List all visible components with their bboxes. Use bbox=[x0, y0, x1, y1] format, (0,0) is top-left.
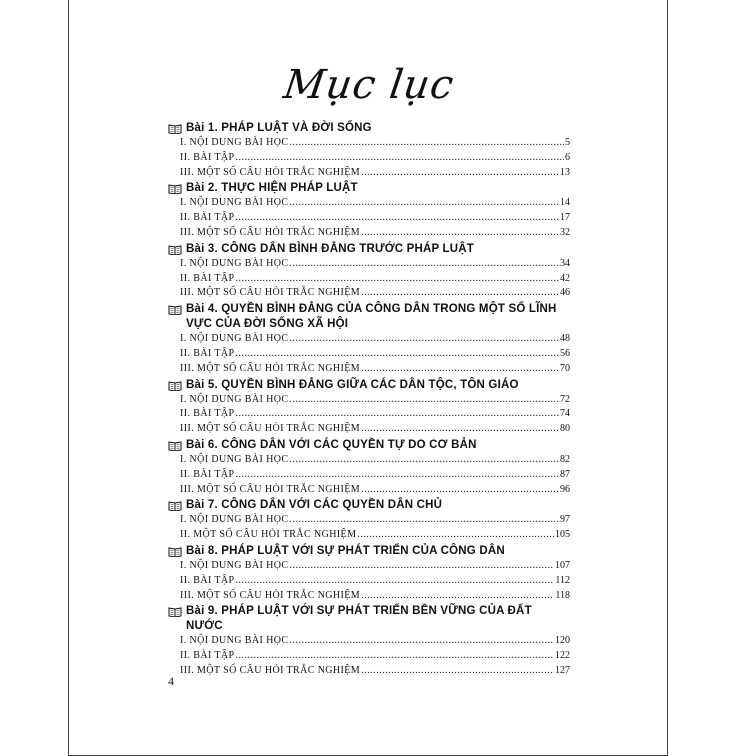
entry-page-number: 46 bbox=[560, 287, 570, 299]
toc-entry bbox=[168, 362, 570, 377]
lesson-title: Bài 8. PHÁP LUẬT VỚI SỰ PHÁT TRIỂN CỦA CÔNG DÂN bbox=[186, 544, 505, 557]
dot-leader bbox=[361, 286, 559, 301]
lesson-heading bbox=[168, 498, 570, 513]
toc-entry bbox=[168, 211, 570, 226]
dot-leader bbox=[361, 226, 559, 241]
entry-label: II. BÀI TẬP bbox=[180, 272, 235, 284]
lesson-title: Bài 4. QUYỀN BÌNH ĐẲNG CỦA CÔNG DÂN TRONG MỘT SỐ LĨNH VỰC CỦA ĐỜI SỐNG XÃ HỘI bbox=[186, 303, 557, 331]
page-number: 4 bbox=[168, 674, 174, 688]
toc-entry bbox=[168, 272, 570, 287]
toc-entry bbox=[168, 453, 570, 468]
entry-page-number: 6 bbox=[565, 151, 570, 163]
dot-leader bbox=[236, 347, 560, 362]
entry-label: II. BÀI TẬP bbox=[180, 408, 235, 420]
toc-entry bbox=[168, 468, 570, 483]
entry-page-number: 5 bbox=[565, 137, 570, 148]
toc-entry bbox=[168, 347, 570, 362]
dot-leader bbox=[289, 634, 554, 649]
lesson-title: Bài 6. CÔNG DÂN VỚI CÁC QUYỀN TỰ DO CƠ BẢN bbox=[186, 438, 477, 451]
lesson-heading bbox=[168, 438, 570, 453]
table-of-contents bbox=[168, 120, 570, 679]
lesson-heading bbox=[168, 604, 570, 634]
entry-page-number: 34 bbox=[560, 257, 570, 269]
toc-lesson bbox=[168, 378, 570, 437]
entry-label: III. MỘT SỐ CÂU HỎI TRẮC NGHIỆM bbox=[180, 483, 361, 495]
entry-page-number: 74 bbox=[560, 408, 570, 420]
lesson-title: Bài 3. CÔNG DÂN BÌNH ĐẲNG TRƯỚC PHÁP LUẬT bbox=[186, 242, 475, 255]
dot-leader bbox=[289, 453, 559, 468]
dot-leader bbox=[236, 649, 555, 664]
entry-label: III. MỘT SỐ CÂU HỎI TRẮC NGHIỆM bbox=[180, 664, 361, 676]
entry-page-number: 56 bbox=[560, 347, 570, 359]
toc-lesson bbox=[168, 302, 570, 376]
toc-entry bbox=[168, 166, 570, 181]
dot-leader bbox=[289, 393, 559, 408]
dot-leader bbox=[289, 196, 559, 211]
lesson-title: Bài 1. PHÁP LUẬT VÀ ĐỜI SỐNG bbox=[186, 122, 372, 134]
entry-label: I. NỘI DUNG BÀI HỌC bbox=[180, 635, 289, 647]
entry-page-number: 72 bbox=[560, 393, 570, 405]
toc-entry bbox=[168, 513, 570, 528]
entry-page-number: 70 bbox=[560, 362, 570, 374]
toc-entry bbox=[168, 151, 570, 166]
toc-entry bbox=[168, 589, 570, 604]
toc-entry bbox=[168, 257, 570, 272]
dot-leader bbox=[361, 589, 554, 604]
toc-lesson bbox=[168, 438, 570, 497]
entry-page-number: 17 bbox=[560, 212, 570, 224]
entry-label: III. MỘT SỐ CÂU HỎI TRẮC NGHIỆM bbox=[180, 589, 361, 601]
entry-label: III. MỘT SỐ CÂU HỎI TRẮC NGHIỆM bbox=[180, 362, 361, 374]
toc-entry bbox=[168, 664, 570, 679]
toc-entry bbox=[168, 393, 570, 408]
entry-page-number: 96 bbox=[560, 483, 570, 495]
toc-entry bbox=[168, 196, 570, 211]
entry-page-number: 97 bbox=[560, 514, 570, 526]
dot-leader bbox=[289, 332, 559, 347]
entry-label: II. BÀI TẬP bbox=[180, 468, 235, 480]
entry-page-number: 13 bbox=[560, 166, 570, 178]
page-title: Mục lục bbox=[280, 62, 458, 108]
toc-entry bbox=[168, 483, 570, 498]
toc-lesson bbox=[168, 242, 570, 301]
toc-lesson bbox=[168, 544, 570, 603]
lesson-title: Bài 2. THỰC HIỆN PHÁP LUẬT bbox=[186, 182, 358, 195]
toc-entry bbox=[168, 286, 570, 301]
toc-entry bbox=[168, 332, 570, 347]
lesson-heading bbox=[168, 302, 570, 332]
entry-label: I. NỘI DUNG BÀI HỌC bbox=[180, 514, 289, 526]
lesson-heading bbox=[168, 378, 570, 393]
entry-page-number: 42 bbox=[560, 272, 570, 284]
book-icon bbox=[168, 123, 182, 134]
lesson-heading bbox=[168, 121, 570, 136]
book-icon bbox=[168, 380, 182, 391]
toc-entry bbox=[168, 528, 570, 543]
entry-label: II. BÀI TẬP bbox=[180, 574, 235, 586]
dot-leader bbox=[361, 483, 559, 498]
dot-leader bbox=[361, 166, 559, 181]
entry-page-number: 107 bbox=[555, 559, 570, 571]
entry-label: I. NỘI DUNG BÀI HỌC bbox=[180, 393, 289, 405]
dot-leader bbox=[236, 407, 560, 422]
entry-label: I. NỘI DUNG BÀI HỌC bbox=[180, 559, 289, 571]
toc-lesson bbox=[168, 604, 570, 678]
entry-label: I. NỘI DUNG BÀI HỌC bbox=[180, 453, 289, 465]
book-icon bbox=[168, 500, 182, 511]
entry-label: II. BÀI TẬP bbox=[180, 212, 235, 224]
entry-page-number: 127 bbox=[555, 664, 570, 676]
entry-label: II. BÀI TẬP bbox=[180, 151, 235, 163]
toc-entry bbox=[168, 559, 570, 574]
entry-page-number: 118 bbox=[555, 589, 570, 601]
toc-entry bbox=[168, 422, 570, 437]
dot-leader bbox=[236, 211, 560, 226]
toc-lesson bbox=[168, 181, 570, 240]
entry-label: III. MỘT SỐ CÂU HỎI TRẮC NGHIỆM bbox=[180, 287, 361, 299]
dot-leader bbox=[236, 574, 555, 589]
entry-label: II. BÀI TẬP bbox=[180, 347, 235, 359]
dot-leader bbox=[361, 422, 559, 437]
dot-leader bbox=[361, 362, 559, 377]
toc-entry bbox=[168, 574, 570, 589]
entry-label: II. BÀI TẬP bbox=[180, 650, 235, 662]
dot-leader bbox=[236, 468, 560, 483]
book-icon bbox=[168, 440, 182, 451]
entry-label: I. NỘI DUNG BÀI HỌC bbox=[180, 197, 289, 209]
entry-label: II. MỘT SỐ CÂU HỎI TRẮC NGHIỆM bbox=[180, 529, 357, 541]
dot-leader bbox=[357, 528, 554, 543]
dot-leader bbox=[361, 664, 554, 679]
lesson-title: Bài 9. PHÁP LUẬT VỚI SỰ PHÁT TRIỂN BỀN VỮNG CỦA ĐẤT NƯỚC bbox=[186, 605, 532, 633]
entry-label: I. NỘI DUNG BÀI HỌC bbox=[180, 137, 289, 148]
dot-leader bbox=[236, 151, 565, 166]
book-icon bbox=[168, 244, 182, 255]
toc-entry bbox=[168, 634, 570, 649]
dot-leader bbox=[289, 513, 559, 528]
entry-page-number: 122 bbox=[555, 650, 570, 662]
toc-entry bbox=[168, 649, 570, 664]
entry-label: I. NỘI DUNG BÀI HỌC bbox=[180, 333, 289, 345]
entry-page-number: 48 bbox=[560, 333, 570, 345]
toc-entry bbox=[168, 226, 570, 241]
book-icon bbox=[168, 304, 182, 315]
dot-leader bbox=[236, 272, 560, 287]
entry-page-number: 112 bbox=[555, 574, 570, 586]
entry-label: I. NỘI DUNG BÀI HỌC bbox=[180, 257, 289, 269]
entry-label: III. MỘT SỐ CÂU HỎI TRẮC NGHIỆM bbox=[180, 423, 361, 435]
lesson-heading bbox=[168, 242, 570, 257]
toc-entry bbox=[168, 407, 570, 422]
toc-entry bbox=[168, 136, 570, 151]
book-icon bbox=[168, 606, 182, 617]
book-icon bbox=[168, 546, 182, 557]
entry-page-number: 120 bbox=[555, 635, 570, 647]
lesson-heading bbox=[168, 544, 570, 559]
entry-page-number: 80 bbox=[560, 423, 570, 435]
entry-page-number: 87 bbox=[560, 468, 570, 480]
entry-label: III. MỘT SỐ CÂU HỎI TRẮC NGHIỆM bbox=[180, 166, 361, 178]
lesson-heading bbox=[168, 181, 570, 196]
lesson-title: Bài 5. QUYỀN BÌNH ĐẲNG GIỮA CÁC DÂN TỘC, TÔN GIÁO bbox=[186, 378, 519, 391]
entry-page-number: 14 bbox=[560, 197, 570, 209]
dot-leader bbox=[289, 559, 554, 574]
dot-leader bbox=[289, 257, 559, 272]
entry-page-number: 105 bbox=[555, 529, 570, 541]
entry-page-number: 82 bbox=[560, 453, 570, 465]
entry-label: III. MỘT SỐ CÂU HỎI TRẮC NGHIỆM bbox=[180, 226, 361, 238]
toc-lesson bbox=[168, 121, 570, 180]
book-icon bbox=[168, 183, 182, 194]
lesson-title: Bài 7. CÔNG DÂN VỚI CÁC QUYỀN DÂN CHỦ bbox=[186, 499, 443, 512]
toc-lesson bbox=[168, 498, 570, 543]
dot-leader bbox=[289, 136, 564, 151]
entry-page-number: 32 bbox=[560, 226, 570, 238]
